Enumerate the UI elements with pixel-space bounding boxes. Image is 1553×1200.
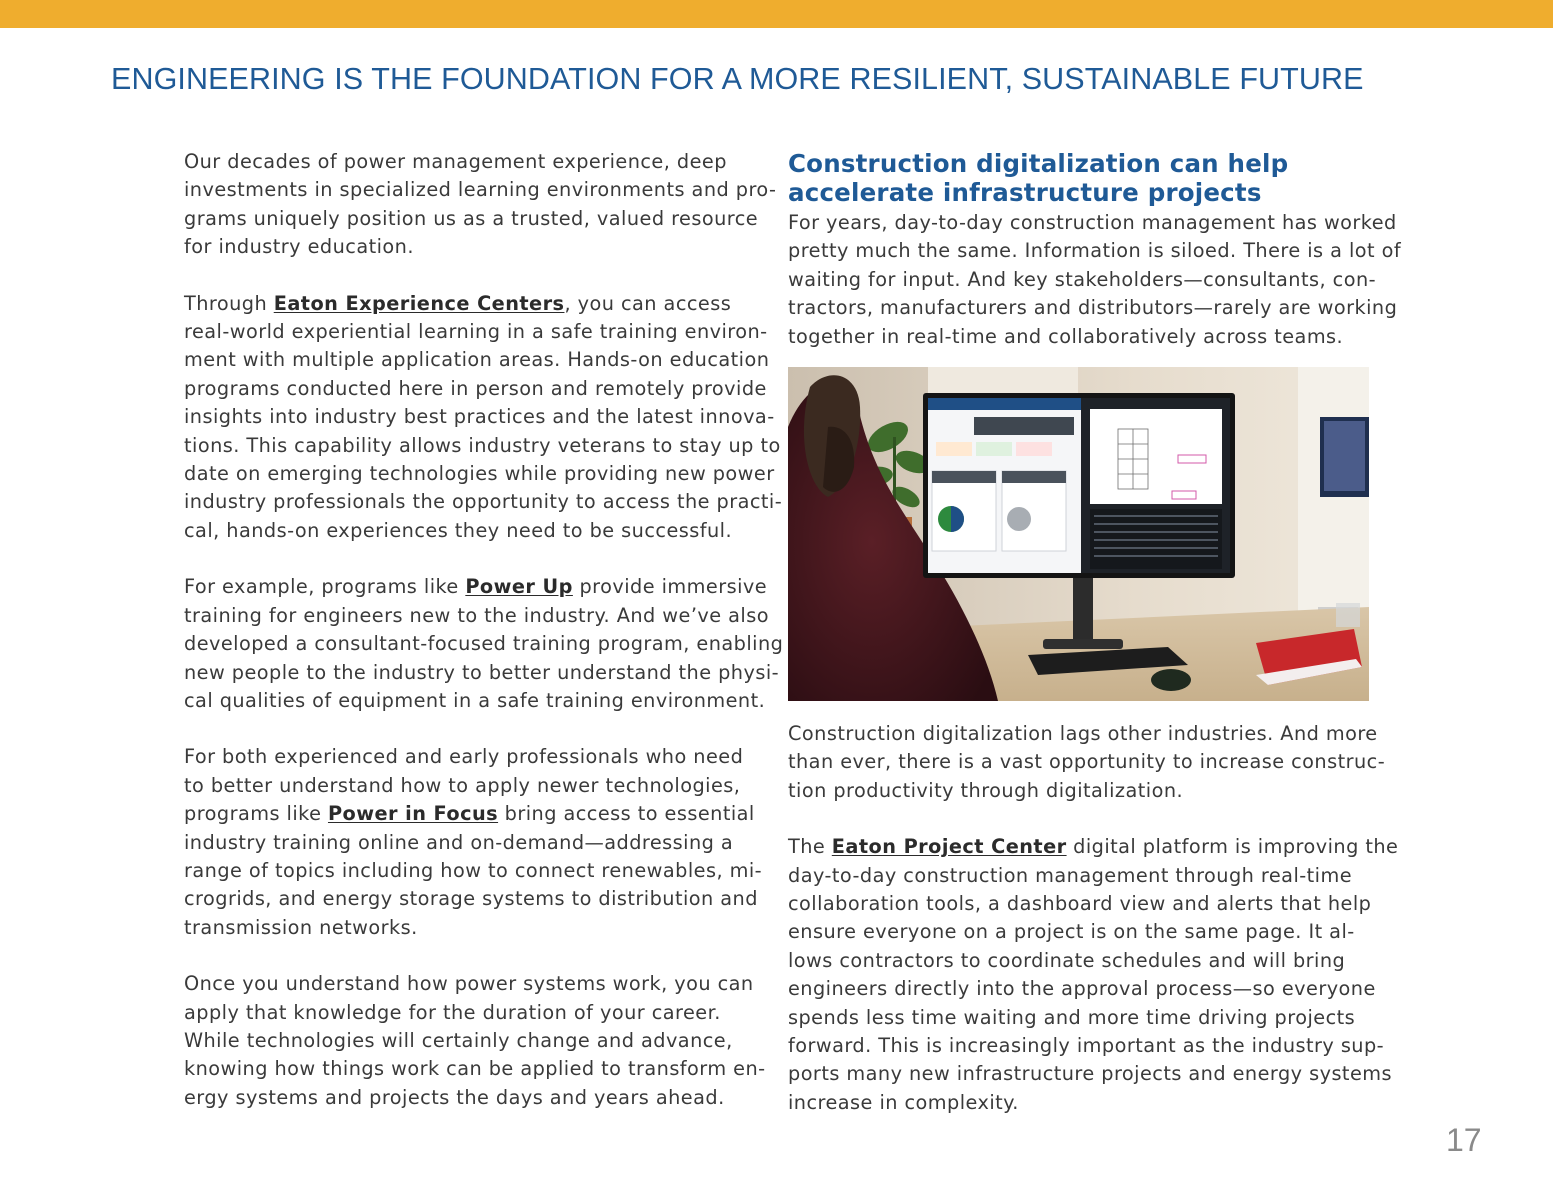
digitalization-lags-paragraph (788, 720, 1386, 805)
page-number: 17 (1446, 1122, 1482, 1158)
text-line: collaboration tools, a dashboard view and alerts that help (788, 892, 1372, 916)
text-line: cal, hands-on experiences they need to be successful. (184, 518, 733, 542)
text-run: Through (184, 291, 274, 315)
text-line: tractors, manufacturers and distributors—rarely are working (788, 296, 1398, 320)
text-line: crogrids, and energy storage systems to distribution and (184, 887, 758, 911)
text-line: day-to-day construction management through real-time (788, 863, 1353, 887)
page-title: ENGINEERING IS THE FOUNDATION FOR A MORE RESILIENT, SUSTAINABLE FUTURE (111, 62, 1364, 96)
text-line: lows contractors to coordinate schedules and will bring (788, 948, 1346, 972)
text-line (788, 833, 1399, 861)
text-line: new people to the industry to better understand the physi- (184, 660, 780, 684)
text-line: training for engineers new to the industry. And we’ve also (184, 603, 769, 627)
text-run: The (788, 835, 832, 859)
project-center-paragraph (788, 833, 1399, 1117)
text-line: industry training online and on-demand—addressing a (184, 830, 734, 854)
power-up-paragraph (184, 573, 784, 715)
power-in-focus-paragraph (184, 743, 768, 942)
text-line: range of topics including how to connect renewables, mi- (184, 858, 763, 882)
right-column-upper (788, 148, 1402, 379)
text-line: transmission networks. (184, 915, 418, 939)
heading-line: Construction digitalization can help (788, 149, 1289, 178)
heading-line: accelerate infrastructure projects (788, 177, 1262, 207)
text-line: together in real-time and collaboratively across teams. (788, 324, 1344, 348)
text-line: For both experienced and early professionals who need (184, 745, 744, 769)
text-line: insights into industry best practices and the latest innova- (184, 405, 775, 429)
experience-centers-paragraph (184, 290, 783, 546)
text-line: tion productivity through digitalization. (788, 778, 1184, 802)
text-line: apply that knowledge for the duration of your career. (184, 1000, 721, 1024)
text-line: than ever, there is a vast opportunity to increase construc- (788, 750, 1386, 774)
text-line: programs conducted here in person and remotely provide (184, 376, 767, 400)
text-run: programs like (184, 802, 328, 826)
text-line: ment with multiple application areas. Hands-on education (184, 348, 770, 372)
text-line (184, 290, 768, 318)
text-line: to better understand how to apply newer technologies, (184, 773, 741, 797)
text-line: spends less time waiting and more time driving projects (788, 1005, 1356, 1029)
power-up-link[interactable]: Power Up (465, 575, 573, 599)
text-line: Construction digitalization lags other industries. And more (788, 722, 1378, 745)
career-paragraph (184, 970, 768, 1112)
text-line: date on emerging technologies while providing new power (184, 462, 775, 486)
text-line: For years, day-to-day construction management has worked (788, 211, 1397, 234)
eaton-project-center-link[interactable]: Eaton Project Center (831, 835, 1067, 859)
text-line: ports many new infrastructure projects and energy systems (788, 1062, 1392, 1086)
text-run: provide immersive (572, 575, 768, 599)
text-line: engineers directly into the approval process—so everyone (788, 977, 1376, 1001)
text-line: knowing how things work can be applied to transform en- (184, 1057, 766, 1081)
top-accent-bar (0, 0, 1553, 28)
text-line: forward. This is increasingly important as the industry sup- (788, 1034, 1385, 1058)
text-line: tions. This capability allows industry veterans to stay up to (184, 433, 781, 457)
text-line: real-world experiential learning in a safe training environ- (184, 320, 768, 344)
text-line: for industry education. (184, 235, 414, 259)
text-line: increase in complexity. (788, 1090, 1019, 1114)
left-column (184, 148, 784, 1140)
text-run: , you can access (564, 291, 732, 315)
text-line: ensure everyone on a project is on the same page. It al- (788, 920, 1355, 944)
power-in-focus-link[interactable]: Power in Focus (327, 802, 499, 826)
text-run: digital platform is improving the (1066, 835, 1399, 859)
text-line: While technologies will certainly change and advance, (184, 1028, 733, 1052)
text-line (184, 800, 768, 828)
text-line: Our decades of power management experience, deep (184, 150, 727, 173)
text-line: pretty much the same. Information is siloed. There is a lot of (788, 239, 1402, 263)
section-heading (788, 148, 1373, 207)
text-line: investments in specialized learning environments and pro- (184, 178, 777, 202)
text-line: industry professionals the opportunity to access the practi- (184, 490, 783, 514)
office-monitor-photo (788, 367, 1369, 701)
text-run: bring access to essential (498, 802, 755, 826)
construction-paragraph (788, 209, 1402, 351)
right-column-lower (788, 720, 1399, 1145)
text-run: For example, programs like (184, 575, 466, 599)
text-line (184, 573, 768, 601)
text-line: grams uniquely position us as a trusted, valued resource (184, 206, 759, 230)
text-line: developed a consultant-focused training program, enabling (184, 632, 784, 656)
text-line: ergy systems and projects the days and years ahead. (184, 1085, 725, 1109)
eaton-experience-centers-link[interactable]: Eaton Experience Centers (273, 291, 565, 315)
text-line: waiting for input. And key stakeholders—consultants, con- (788, 267, 1377, 291)
text-line: cal qualities of equipment in a safe training environment. (184, 688, 766, 712)
intro-paragraph (184, 148, 777, 262)
text-line: Once you understand how power systems work, you can (184, 972, 754, 996)
